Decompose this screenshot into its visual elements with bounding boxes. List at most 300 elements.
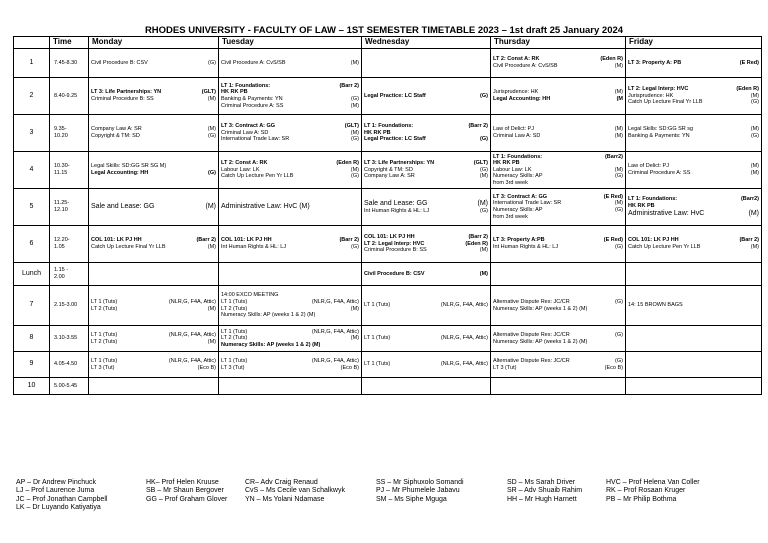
line-venue: (M) <box>479 173 488 180</box>
key-entry: JC – Prof Jonathan Campbell <box>16 495 108 503</box>
line-text: HK RK PB <box>493 160 520 167</box>
line-venue: (NLR,G, F4A, Attic) <box>311 357 359 364</box>
line-venue: (M) <box>614 89 623 96</box>
line-text: LT 3: Property A:PB <box>493 237 545 244</box>
line-text: LT 1 (Tuts) <box>221 298 248 305</box>
cell-line <box>221 89 359 96</box>
cell-line <box>493 365 623 372</box>
line-text: Legal Accounting: HH <box>493 96 551 102</box>
table-row <box>14 378 762 395</box>
cell-line <box>91 60 216 67</box>
line-text: Company Law A: SR <box>364 173 415 180</box>
line-venue: (Eco B) <box>604 364 623 371</box>
cell-line <box>91 89 216 96</box>
line-text: HK RK PB <box>364 129 391 136</box>
key-entry: RK – Prof Rosaan Kruger <box>606 487 686 495</box>
slot-label: 5 <box>14 189 50 226</box>
line-text: Labour Law: LK <box>221 166 260 173</box>
header-monday: Monday <box>89 37 219 49</box>
line-text: LT 2: Legal Interp: HVC <box>628 86 689 93</box>
line-venue: (Eco B) <box>197 364 216 371</box>
slot-label: 8 <box>14 326 50 352</box>
cell-line <box>91 339 216 346</box>
line-text: 14:00 EXCO MEETING <box>221 292 279 299</box>
cell-line <box>493 173 623 180</box>
cell-line <box>628 86 759 93</box>
line-text: Banking & Payments: YN <box>221 96 283 102</box>
cell-line <box>493 332 623 339</box>
slot-label: 7 <box>14 286 50 326</box>
timetable-cell-tuesday <box>219 49 362 78</box>
timetable-cell-tuesday <box>219 352 362 378</box>
line-venue: (Barr2) <box>604 153 623 160</box>
slot-label: 9 <box>14 352 50 378</box>
timetable-cell-tuesday <box>219 152 362 189</box>
line-text: LT 3: Contract A: GG <box>493 193 548 200</box>
key-entry: PB – Mr Philip Bothma <box>606 495 677 503</box>
line-text: LT 3 (Tut) <box>493 364 517 371</box>
line-text: Jurisprudence: HK <box>493 89 539 96</box>
line-venue: (G) <box>351 244 359 250</box>
line-text: Criminal Procedure A: SS <box>221 102 284 109</box>
header-time: Time <box>50 37 89 49</box>
cell-line <box>493 56 623 63</box>
table-row <box>14 152 762 189</box>
line-venue: (NLR,G, F4A, Attic) <box>168 331 216 338</box>
line-venue: (Barr 2) <box>339 82 359 89</box>
timetable-cell-thursday <box>491 226 626 263</box>
line-venue: (M) <box>479 270 488 277</box>
line-venue: (G) <box>208 59 216 66</box>
cell-line <box>91 306 216 313</box>
line-text: Labour Law: LK <box>493 166 532 173</box>
header-row <box>14 37 762 49</box>
line-text: from 3rd week <box>493 179 528 186</box>
line-venue: (NLR,G, F4A, Attic) <box>168 357 216 364</box>
table-row <box>14 189 762 226</box>
line-text: LT 2: Const A: RK <box>493 56 540 63</box>
timetable-cell-wednesday <box>362 78 491 115</box>
key-entry: HVC – Prof Helena Van Coller <box>606 479 700 486</box>
line-venue: (G) <box>480 92 488 99</box>
cell-line <box>91 126 216 133</box>
page-title: RHODES UNIVERSITY - FACULTY OF LAW – 1ST SEMESTER TIMETABLE 2023 – 1st draft 25 January 2024 <box>144 25 624 36</box>
line-venue: (M) <box>207 96 216 102</box>
line-venue: (Barr 2) <box>468 123 488 130</box>
key-column <box>245 479 345 504</box>
header-wednesday: Wednesday <box>362 37 491 49</box>
line-text: LT 1 (Tuts) <box>364 335 391 342</box>
line-venue: (M) <box>750 163 759 170</box>
cell-line <box>221 329 359 336</box>
cell-line <box>628 237 759 244</box>
line-text: 14: 15 BROWN BAGS <box>628 302 683 309</box>
timetable-cell-thursday <box>491 78 626 115</box>
timetable-cell-wednesday <box>362 49 491 78</box>
slot-label: 6 <box>14 226 50 263</box>
line-text: LT 1: Foundations: <box>628 196 678 203</box>
cell-line <box>364 200 488 208</box>
cell-line <box>493 96 623 103</box>
key-entry: LJ – Prof Laurence Juma <box>16 487 95 495</box>
line-text: LT 1: Foundations: <box>221 82 271 89</box>
line-text: Copyright & TM: SD <box>364 166 413 173</box>
line-text: LT 3: Contract A: GG <box>221 123 276 130</box>
cell-line <box>91 244 216 251</box>
line-venue: (GLT) <box>201 89 216 96</box>
line-venue: (Eden R) <box>736 86 759 93</box>
line-text: LT 3 (Tut) <box>221 364 245 371</box>
line-text: LT 2: Legal Interp: HVC <box>364 240 425 247</box>
cell-line <box>628 133 759 140</box>
timetable-cell-friday <box>626 115 762 152</box>
line-text: LT 2 (Tuts) <box>91 305 118 312</box>
line-text: Numeracy Skills: AP <box>493 207 543 213</box>
line-text: International Trade Law: SR <box>493 200 562 207</box>
line-text: LT 1 (Tuts) <box>91 298 118 305</box>
line-venue: (E Red) <box>739 59 759 66</box>
cell-line <box>628 170 759 177</box>
cell-line <box>628 126 759 133</box>
line-venue: (G) <box>480 207 488 214</box>
key-entry: SD – Ms Sarah Driver <box>507 479 576 486</box>
cell-line <box>493 358 623 365</box>
line-venue: (NLR,G, F4A, Attic) <box>440 335 488 342</box>
line-venue: (G) <box>208 133 216 139</box>
cell-line <box>91 170 216 177</box>
key-column <box>16 479 107 513</box>
timetable-cell-wednesday <box>362 189 491 226</box>
line-venue: (NLR,G, F4A, Attic) <box>440 302 488 309</box>
line-text: Legal Skills: SD:GG SR SG M) <box>91 163 167 170</box>
line-text: Int Human Rights & HL: LJ <box>364 207 430 214</box>
line-venue: (G) <box>480 136 488 143</box>
line-text: Alternative Dispute Res: JC/CR <box>493 331 570 338</box>
line-text: LT 3: Property A: PB <box>628 59 682 66</box>
line-text: Legal Skills: SD:GG SR sg <box>628 126 694 133</box>
header-slot <box>14 37 50 49</box>
line-venue: (G) <box>208 170 216 176</box>
line-text: LT 1: Foundations: <box>364 123 414 130</box>
table-row <box>14 226 762 263</box>
cell-line <box>493 154 623 161</box>
timetable-cell-wednesday <box>362 286 491 326</box>
cell-line <box>493 207 623 214</box>
time-cell: 10.30- 11.15 <box>50 152 89 189</box>
cell-line <box>91 299 216 306</box>
timetable-cell-thursday <box>491 189 626 226</box>
timetable-cell-monday <box>89 115 219 152</box>
line-venue: (M) <box>614 200 623 207</box>
table-row <box>14 326 762 352</box>
line-text: Catch Up Lecture Pen Yr LLB <box>221 173 294 180</box>
line-text: Company Law A: SR <box>91 126 142 133</box>
slot-label: 10 <box>14 378 50 395</box>
cell-line <box>364 123 488 130</box>
cell-line <box>364 271 488 278</box>
line-text: Civil Procedure A: CvS/SB <box>493 63 558 69</box>
cell-line <box>493 126 623 133</box>
line-text: Administrative Law: HvC (M) <box>221 203 310 210</box>
cell-line <box>493 299 623 306</box>
line-venue: (M) <box>479 247 488 254</box>
line-venue: (M) <box>614 166 623 173</box>
timetable-cell-tuesday <box>219 189 362 226</box>
time-cell: 9.35- 10.20 <box>50 115 89 152</box>
timetable-cell-friday <box>626 352 762 378</box>
header-thursday: Thursday <box>491 37 626 49</box>
line-text: COL 101: LK PJ HH <box>221 237 272 244</box>
key-column <box>376 479 464 504</box>
cell-line <box>91 96 216 103</box>
line-venue: (M) <box>350 59 359 66</box>
line-venue: (M) <box>207 305 216 312</box>
timetable-cell-thursday <box>491 115 626 152</box>
line-venue: (M) <box>750 170 759 176</box>
line-venue: (M <box>616 96 623 102</box>
line-venue: (G) <box>615 298 623 305</box>
line-text: Numeracy Skills: AP (weeks 1 & 2) (M) <box>493 305 588 312</box>
slot-label: 4 <box>14 152 50 189</box>
cell-line <box>364 167 488 174</box>
cell-line <box>493 194 623 201</box>
timetable-cell-monday <box>89 78 219 115</box>
line-venue: (M) <box>477 199 488 207</box>
table-row <box>14 286 762 326</box>
line-venue: (NLR,G, F4A, Attic) <box>311 298 359 305</box>
cell-line <box>91 358 216 365</box>
line-text: Criminal Procedure A: SS <box>628 170 691 176</box>
timetable <box>13 36 762 395</box>
cell-line <box>364 234 488 241</box>
line-text: Catch Up Lecture Final Yr LLB <box>91 244 166 250</box>
line-text: Alternative Dispute Res: JC/CR <box>493 298 570 305</box>
time-cell: 1.15 - 2.00 <box>50 263 89 286</box>
key-entry: SM – Ms Siphe Mguga <box>376 495 447 503</box>
cell-line <box>493 306 623 313</box>
time-cell: 7.45-8.30 <box>50 49 89 78</box>
timetable-cell-tuesday <box>219 78 362 115</box>
cell-line <box>364 302 488 309</box>
timetable-cell-wednesday <box>362 263 491 286</box>
cell-line <box>221 83 359 90</box>
line-venue: (G) <box>351 173 359 180</box>
line-venue: (M) <box>350 305 359 312</box>
timetable-cell-monday <box>89 352 219 378</box>
key-column <box>606 479 700 504</box>
line-venue: (Eden R) <box>336 160 359 167</box>
line-text: COL 101: LK PJ HH <box>628 237 679 244</box>
timetable-cell-friday <box>626 326 762 352</box>
timetable-cell-wednesday <box>362 226 491 263</box>
cell-line <box>91 203 216 211</box>
timetable-cell-monday <box>89 226 219 263</box>
timetable-cell-monday <box>89 152 219 189</box>
line-venue: (Barr 2) <box>739 237 759 244</box>
timetable-cell-friday <box>626 189 762 226</box>
line-venue: (G) <box>751 99 759 106</box>
line-venue: (Barr2) <box>740 196 759 203</box>
table-row <box>14 263 762 286</box>
time-cell: 3.10-3.55 <box>50 326 89 352</box>
line-text: Int Human Rights & HL: LJ <box>493 244 559 250</box>
line-text: LT 2 (Tuts) <box>91 338 118 345</box>
cell-line <box>221 342 359 349</box>
line-venue: (G) <box>615 357 623 364</box>
line-venue: (Eco B) <box>340 364 359 371</box>
line-text: International Trade Law: SR <box>221 136 290 143</box>
line-text: Legal Practice: LC Staff <box>364 92 426 99</box>
cell-line <box>493 89 623 96</box>
line-text: LT 3: Life Partnerships: YN <box>364 160 435 167</box>
cell-line <box>493 237 623 244</box>
cell-line <box>628 99 759 106</box>
line-text: Criminal Law A: SD <box>221 129 269 136</box>
cell-line <box>364 173 488 180</box>
cell-line <box>628 203 759 210</box>
line-venue: (Barr 2) <box>339 237 359 244</box>
line-text: HK RK PB <box>628 203 655 209</box>
timetable-cell-tuesday <box>219 115 362 152</box>
line-venue: (M) <box>350 102 359 109</box>
cell-line <box>221 306 359 313</box>
header-friday: Friday <box>626 37 762 49</box>
timetable-cell-friday <box>626 49 762 78</box>
time-cell: 8.40-9.25 <box>50 78 89 115</box>
line-text: Administrative Law: HvC <box>628 209 705 217</box>
timetable-cell-thursday <box>491 326 626 352</box>
line-text: LT 2: Const A: RK <box>221 160 268 167</box>
cell-line <box>91 133 216 140</box>
cell-line <box>628 210 759 218</box>
header-tuesday: Tuesday <box>219 37 362 49</box>
cell-line <box>91 163 216 170</box>
line-text: LT 3 (Tut) <box>91 364 115 371</box>
cell-line <box>364 208 488 215</box>
line-text: Law of Delict: PJ <box>493 126 534 133</box>
line-text: Numeracy Skills: AP <box>493 173 543 180</box>
timetable-cell-wednesday <box>362 152 491 189</box>
line-venue: (Barr 2) <box>196 237 216 244</box>
cell-line <box>221 358 359 365</box>
table-row <box>14 352 762 378</box>
line-text: LT 1 (Tuts) <box>91 357 118 364</box>
line-venue: (M) <box>205 203 216 210</box>
line-venue: (M) <box>207 338 216 345</box>
line-venue: (M) <box>750 126 759 133</box>
cell-line <box>221 244 359 251</box>
timetable-cell-thursday <box>491 352 626 378</box>
cell-line <box>493 133 623 140</box>
line-venue: (GLT) <box>473 160 488 167</box>
key-entry: HH – Mr Hugh Harnett <box>507 495 577 503</box>
line-text: LT 3: Life Partnerships: YN <box>91 89 162 96</box>
line-venue: (NLR,G, F4A, Attic) <box>168 298 216 305</box>
line-venue: (M) <box>350 129 359 136</box>
line-venue: (M) <box>750 244 759 250</box>
slot-label: 3 <box>14 115 50 152</box>
line-text: Criminal Procedure B: SS <box>364 247 427 254</box>
cell-line <box>221 96 359 103</box>
line-text: Banking & Payments: YN <box>628 133 690 139</box>
timetable-cell-wednesday <box>362 378 491 395</box>
line-text: Criminal Law A: SD <box>493 133 541 139</box>
line-venue: (Barr 2) <box>468 234 488 241</box>
line-text: Numeracy Skills: AP (weeks 1 & 2) (M) <box>493 338 588 345</box>
line-venue: (M) <box>350 166 359 173</box>
time-cell: 2.15-3.00 <box>50 286 89 326</box>
timetable-cell-monday <box>89 326 219 352</box>
line-text: LT 1 (Tuts) <box>364 302 391 309</box>
cell-line <box>221 173 359 180</box>
key-entry: SS – Mr Siphuxolo Somandi <box>376 479 464 486</box>
line-venue: (Eden R) <box>600 56 623 63</box>
cell-line <box>221 160 359 167</box>
timetable-cell-tuesday <box>219 226 362 263</box>
time-cell: 4.05-4.50 <box>50 352 89 378</box>
timetable-cell-thursday <box>491 49 626 78</box>
line-venue: (GLT) <box>344 123 359 130</box>
line-text: Legal Accounting: HH <box>91 170 149 176</box>
cell-line <box>91 237 216 244</box>
line-text: Sale and Lease: GG <box>364 199 428 207</box>
timetable-cell-wednesday <box>362 326 491 352</box>
cell-line <box>221 60 359 67</box>
cell-line <box>493 167 623 174</box>
line-venue: (M) <box>207 244 216 250</box>
line-text: COL 101: LK PJ HH <box>364 234 415 241</box>
key-entry: LK – Dr Luyando Katiyatiya <box>16 504 101 512</box>
timetable-cell-thursday <box>491 152 626 189</box>
line-venue: (G) <box>615 331 623 338</box>
line-text: Civil Procedure B: CSV <box>91 59 148 66</box>
table-row <box>14 78 762 115</box>
cell-line <box>364 136 488 143</box>
line-venue: (E Red) <box>603 193 623 200</box>
line-text: LT 1 (Tuts) <box>91 331 118 338</box>
cell-line <box>221 335 359 342</box>
timetable-cell-friday <box>626 226 762 263</box>
key-column <box>507 479 582 504</box>
key-column <box>146 479 227 504</box>
line-text: Alternative Dispute Res: JC/CR <box>493 357 570 364</box>
time-cell: 5.00-5.45 <box>50 378 89 395</box>
key-entry: SB – Mr Shaun Bergover <box>146 487 224 495</box>
table-row <box>14 115 762 152</box>
cell-line <box>628 244 759 251</box>
line-venue: (G) <box>615 173 623 180</box>
line-venue: (M) <box>748 209 759 217</box>
line-venue: (M) <box>614 126 623 133</box>
key-entry: PJ – Mr Phumelele Jabavu <box>376 487 460 495</box>
line-text: Catch Up Lecture Final Yr LLB <box>628 99 703 106</box>
cell-line <box>493 160 623 167</box>
timetable-cell-friday <box>626 378 762 395</box>
line-text: Jurisprudence: HK <box>628 92 674 99</box>
key-entry: SR – Adv Shuaib Rahim <box>507 487 583 495</box>
line-venue: (G) <box>615 244 623 250</box>
key-entry: YN – Ms Yolani Ndamase <box>245 495 325 503</box>
timetable-cell-thursday <box>491 378 626 395</box>
line-venue: (NLR,G, F4A, Attic) <box>311 328 359 335</box>
timetable-cell-monday <box>89 263 219 286</box>
slot-label: Lunch <box>14 263 50 286</box>
slot-label: 1 <box>14 49 50 78</box>
cell-line <box>364 241 488 248</box>
line-text: Criminal Procedure B: SS <box>91 96 154 102</box>
timetable-cell-monday <box>89 378 219 395</box>
timetable-cell-tuesday <box>219 326 362 352</box>
